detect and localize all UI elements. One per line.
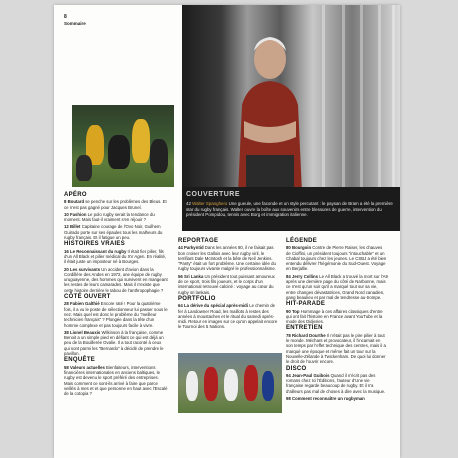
entry-title: Lionel Beauxis <box>69 329 101 335</box>
column-middle <box>178 237 280 332</box>
entry-title: Le Reconnaissant du rugby <box>69 248 127 254</box>
rugby-match-photo <box>178 353 282 413</box>
contents-entry[interactable] <box>286 309 388 325</box>
portrait-figure <box>234 25 306 193</box>
contents-entry[interactable] <box>64 224 168 240</box>
entry-text: Wilkinson à la française, comme Benoit a un simple pied en défiant ce qui est déjà un peu de la Bouillerée Ovalie. Il a tout raconté à ceux qui sont parmi les "Bernardo" à décidé de prendre le pavillon. <box>64 329 164 357</box>
section-label: Sommaire <box>64 21 86 26</box>
entry-page-number: 16 <box>64 248 70 254</box>
section-heading: HIT-PARADE <box>286 301 326 308</box>
section-heading: LÉGENDE <box>286 238 318 244</box>
cover-entry[interactable] <box>186 201 394 218</box>
entry-text: se penche sur les problèmes des Bleus. Et ce n'est pas gagné pour Jacques Brunel. <box>64 199 167 210</box>
entry-page-number: 64 <box>178 303 184 309</box>
cover-photo <box>182 5 400 195</box>
entry-page-number: 78 <box>286 332 292 338</box>
entry-page-number: 12 <box>64 224 70 230</box>
section-heading: HISTOIRES VRAIES <box>64 241 126 248</box>
entry-title: La dérive du spécial après-midi <box>183 303 248 309</box>
contents-entry[interactable] <box>286 274 388 300</box>
entry-title: Fabien Galthié <box>69 301 100 307</box>
entry-page-number: 84 <box>286 273 292 279</box>
contents-entry[interactable] <box>64 199 168 210</box>
contents-entry[interactable] <box>178 303 280 329</box>
entry-page-number: 20 <box>64 266 70 272</box>
entry-text: Le chemin de fer à Landowner Road, les maillots à restes des années à moustaches et le ritual du samedi après-midi. Retour en images sur ce qu'on appelait encore le Tournoi des 5 Nations. <box>178 303 278 330</box>
column-right <box>286 237 388 403</box>
section-heading: APÉRO <box>64 192 87 198</box>
contents-entry[interactable] <box>286 245 388 271</box>
entry-page-number: 56 <box>178 273 184 279</box>
cover-feature <box>182 187 400 231</box>
entry-text: Il était fier pilier, fils d'un All Black et pilier médical du XV Agen. En réalité, il était juste un imposteur né à Bourges. <box>64 248 167 265</box>
entry-title: Valeurs actuelles <box>69 364 105 370</box>
contents-entry[interactable] <box>64 330 168 356</box>
entry-text: Encore raté ! Pour la quatrième fois, il a vu le poste de sélectionneur lui passer sous le nez. Mais quel est donc le problème du "meilleur technicien français" ? Plongée dans la tête d'un homme complexe et pas toujours facile à vivre. <box>64 301 168 328</box>
cover-title: COUVERTURE <box>186 191 241 198</box>
entry-text: Un président tout puissant amoureux de ce sport, trois fils joueurs, et le corps d'un international retrouvé calciné : voyage au cœur du rugby sri lankais. <box>178 273 275 295</box>
contents-entry[interactable] <box>286 396 388 401</box>
entry-text: Dans les années 80, il ne faisait pas bon croiser les Gallois avec leur rugby viril, le terrifiant Dale McIntosh et la bête de Neil Jenkins. "Panty" était un fort problème. Une certaine idée du rugby toujours vivante malgré le professionnalisme. <box>178 245 276 272</box>
cover-entry-name: Walter Spanghero <box>192 201 228 206</box>
entry-page-number: 44 <box>178 245 184 251</box>
entry-title: Top <box>291 308 300 314</box>
entry-title: Bourgoin <box>291 245 312 251</box>
contents-entry[interactable] <box>64 301 168 327</box>
entry-page-number: 98 <box>286 396 292 402</box>
section-heading: ENQUÊTE <box>64 357 96 364</box>
section-heading: ENTRETIEN <box>286 325 323 332</box>
contents-entry[interactable] <box>64 249 168 265</box>
entry-text: Le All Black a trouvé la mort sur l'A9 après une dernière page du côté de Narbonne, mais ce n'est qu'un soir qu'il a marqué tout sur sa vie, entre changes dévastatrices, Grand Nord canadien, gang beaulieu et par mal de tendresse au-trompe. <box>286 273 388 300</box>
entry-text: Il n'était pas le pire pilier à tout le monde. Méchant et provocateur, il l'incarnait en son temps par l'effet technique des centres, mais il a marqué une époque et même fait un tour sur la Nouvelle-Zélande à Twickenham. De quoi lui donner le droit de l'ouvrir encore. <box>286 332 386 365</box>
entry-title: Billet <box>69 224 81 230</box>
entry-text: Le polo rugby serait la tendance du moment. Mais faut-il vraiment s'en réjouir ? <box>64 211 155 223</box>
entry-page-number: 90 <box>286 308 292 314</box>
entry-title: Les survivants <box>69 266 101 272</box>
entry-text: Quand il n'écrit pas des romans chez Ici l'Éditions, l'auteur d'Une vie française regarde beaucoup de rugby. Et il n'a d'ailleurs pas mal de choses à dire avec la musique. <box>286 372 386 394</box>
contents-entry[interactable] <box>64 212 168 223</box>
page-number: 8 <box>64 14 67 20</box>
section-heading: DISCO <box>286 365 307 372</box>
entry-text: Capitaine courage de l'Ovo Noir, Guilhem Guirado porte sur ses épaules tous les malheurs du rugby français. Et il fatigue un peu. <box>64 224 163 241</box>
rugby-action-photo <box>72 105 174 187</box>
entry-page-number: 8 <box>64 199 68 205</box>
column-left <box>64 191 168 398</box>
entry-page-number: 80 <box>286 245 292 251</box>
section-heading: PORTFOLIO <box>178 295 216 302</box>
contents-entry[interactable] <box>64 365 168 397</box>
contents-entry[interactable] <box>64 267 168 293</box>
entry-title: Fashion <box>69 211 87 217</box>
section-heading: CÔTÉ OUVERT <box>64 294 111 301</box>
entry-title: Richard Dourthe <box>291 332 326 338</box>
contents-entry[interactable] <box>286 333 388 365</box>
magazine-page <box>54 5 400 458</box>
entry-title: Parkyntid <box>183 245 204 251</box>
entry-text: Hommage à ces affaires classiques d'entre qui ont fait l'histoire en France avant YouTube et la mode des Didjeries. <box>286 308 383 325</box>
contents-entry[interactable] <box>178 245 280 271</box>
entry-title: Boutard <box>67 199 85 205</box>
entry-page-number: 94 <box>286 372 292 378</box>
entry-text: Bienfaiteurs, interventions financières internationales en anciens baltiques, le rugby est devenu le sport préféré des entreprises. Mais comment ce sont-ils arrivé à faire que parce veillés à mes et et que personne en haut avec l'Escalé de la cotopia ? <box>64 364 168 397</box>
entry-page-number: 38 <box>64 329 70 335</box>
entry-page-number: 28 <box>64 301 70 307</box>
entry-title: Jean-Paul Guibois <box>291 372 330 378</box>
entry-title: Comment reconnaître un rugbyman <box>291 396 365 402</box>
cover-entry-text: Une gueule, une faconde et un style percutant : le paysan de Bram a été la première star du rugby français. Walter ouvre la boîte aux souvenirs entre blessures de guerre, intervention du président Pompidou, tennis avec Borg et immigration italienne. <box>186 201 393 218</box>
entry-text: Contre de Pierre Raiser, les chauves de Cioffini, un président toujours "intouchable" et un Chabal toujours chez les jeunes. Le CSBJ a été bien entendu délivrer l'hégémonie du Sud-Ouest. Voyage en Berjallie. <box>286 245 387 272</box>
entry-text: Un accident d'avion dans la Cordillère des Andes en 1972, une équipe de rugby uruguayenne, des hommes qui survivent en mangeant les restes de leurs camarades. Mais il n'existe que cette histoire derrière le tabou de l'anthropophagie ? <box>64 266 168 293</box>
entry-page-number: 10 <box>64 211 70 217</box>
entry-title: Sri Lanka <box>183 273 204 279</box>
entry-page-number: 58 <box>64 364 70 370</box>
entry-title: Jerry Collins <box>291 273 319 279</box>
section-heading: REPORTAGE <box>178 238 219 244</box>
cover-entry-number: 42 <box>186 201 191 206</box>
contents-entry[interactable] <box>178 274 280 295</box>
contents-entry[interactable] <box>286 373 388 394</box>
